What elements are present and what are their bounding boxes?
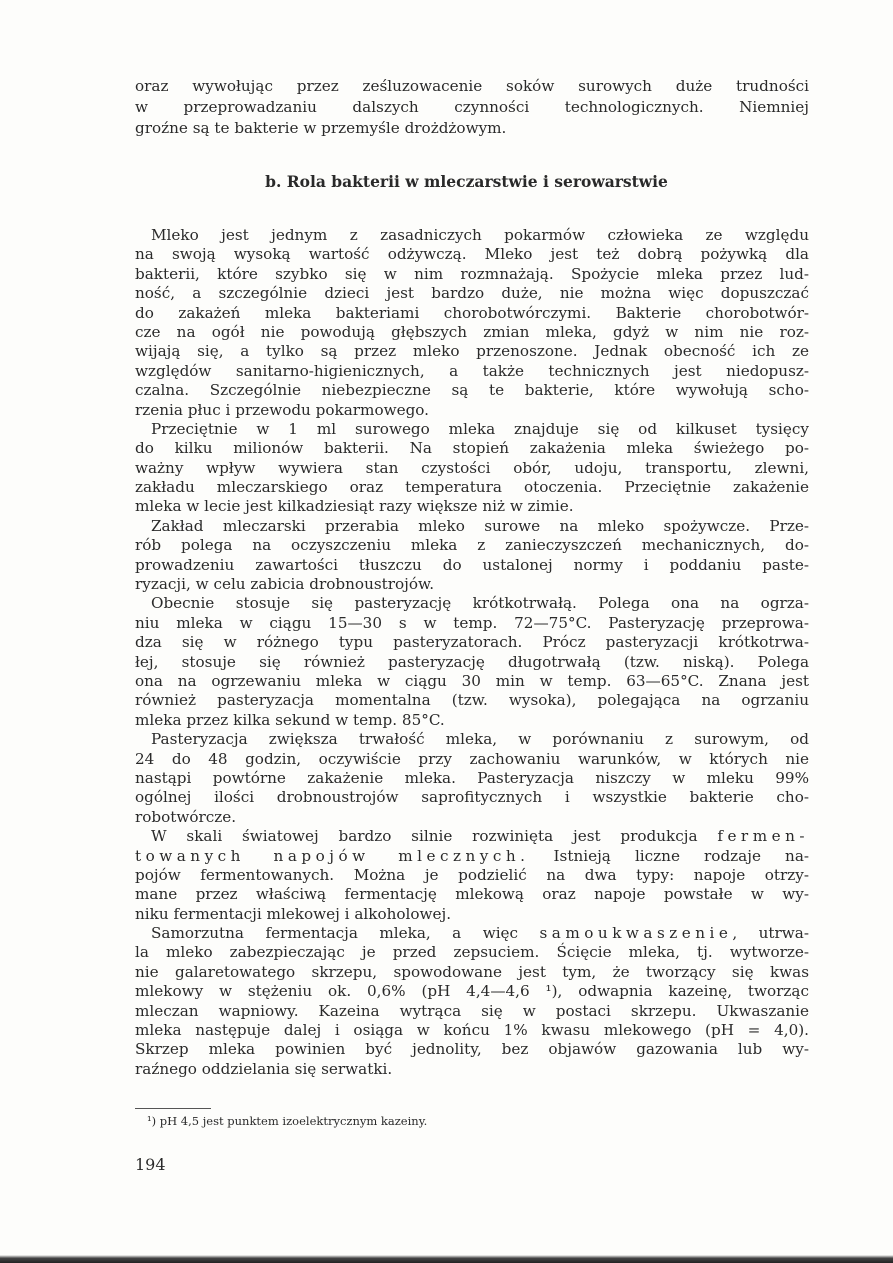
text-span: W skali światowej bardzo silnie rozwinięta jest produkcja [151, 827, 718, 846]
text-line [135, 847, 809, 866]
paragraph [135, 517, 809, 595]
text-line: prowadzeniu zawartości tłuszczu do ustalonej normy i poddaniu paste- [135, 555, 809, 574]
text-line: ogólnej ilości drobnoustrojów saprofitycznych i wszystkie bakterie cho- [135, 788, 809, 807]
text-line: cze na ogół nie powodują głębszych zmian mleka, gdyż w nim nie roz- [135, 322, 809, 341]
text-line: Obecnie stosuje się pasteryzację krótkotrwałą. Polega ona na ogrza- [151, 594, 809, 613]
text-line: wijają się, a tylko są przez mleko przenoszone. Jednak obecność ich ze [135, 342, 809, 361]
text-line: do kilku milionów bakterii. Na stopień zakażenia mleka świeżego po- [135, 439, 809, 458]
paragraph [135, 827, 809, 924]
body-text [135, 226, 809, 1079]
text-line: mleka następuje dalej i osiąga w końcu 1% kwasu mlekowego (pH = 4,0). [135, 1021, 809, 1040]
text-line: mlekowy w stężeniu ok. 0,6% (pH 4,4—4,6 ¹), odwapnia kazeinę, tworząc [135, 982, 809, 1001]
text-line: ważny wpływ wywiera stan czystości obór, udoju, transportu, zlewni, [135, 458, 809, 477]
text-span: , utrwa- [732, 924, 809, 943]
text-line: również pasteryzacja momentalna (tzw. wysoka), polegająca na ogrzaniu [135, 691, 809, 710]
text-line: zakładu mleczarskiego oraz temperatura otoczenia. Przeciętnie zakażenie [135, 478, 809, 497]
scan-edge [0, 1255, 893, 1263]
paragraph [135, 226, 809, 420]
section-heading: b. Rola bakterii w mleczarstwie i serowarstwie [265, 172, 668, 191]
text-line: mleka przez kilka sekund w temp. 85°C. [135, 710, 445, 729]
text-line: niu mleka w ciągu 15—30 s w temp. 72—75°C. Pasteryzację przeprowa- [135, 613, 809, 632]
paragraph [135, 420, 809, 517]
text-line: groźne są te bakterie w przemyśle drożdżowym. [135, 118, 507, 137]
text-line: Pasteryzacja zwiększa trwałość mleka, w porównaniu z surowym, od [151, 730, 809, 749]
text-line: Skrzep mleka powinien być jednolity, bez objawów gazowania lub wy- [135, 1040, 809, 1059]
text-line: Przeciętnie w 1 ml surowego mleka znajduje się od kilkuset tysięcy [151, 419, 809, 438]
text-line: względów sanitarno-higienicznych, a także technicznych jest niedopusz- [135, 361, 809, 380]
text-line: Mleko jest jednym z zasadniczych pokarmów człowieka ze względu [151, 226, 809, 244]
text-line: bakterii, które szybko się w nim rozmnażają. Spożycie mleka przez lud- [135, 264, 809, 283]
text-line: ona na ogrzewaniu mleka w ciągu 30 min w temp. 63—65°C. Znana jest [135, 671, 809, 690]
text-line: pojów fermentowanych. Można je podzielić na dwa typy: napoje otrzy- [135, 865, 809, 884]
text-line: robotwórcze. [135, 807, 237, 826]
paragraph [135, 924, 809, 1079]
text-line: raźnego oddzielania się serwatki. [135, 1059, 393, 1078]
text-span: Samorzutna fermentacja mleka, a więc [151, 924, 540, 943]
text-line: la mleko zabezpieczając je przed zepsuciem. Ścięcie mleka, tj. wytworze- [135, 943, 809, 962]
text-line: ryzacji, w celu zabicia drobnoustrojów. [135, 575, 435, 594]
page-number: 194 [135, 1155, 166, 1174]
text-line: dza się w różnego typu pasteryzatorach. Prócz pasteryzacji krótkotrwa- [135, 633, 809, 652]
spaced-emphasis: samoukwaszenie [539, 924, 733, 943]
text-line: nastąpi powtórne zakażenie mleka. Pasteryzacja niszczy w mleku 99% [135, 768, 809, 787]
text-line: nie galaretowatego skrzepu, spowodowane jest tym, że tworzący się kwas [135, 962, 809, 981]
text-line: czalna. Szczególnie niebezpieczne są te bakterie, które wywołują scho- [135, 381, 809, 400]
text-line: rzenia płuc i przewodu pokarmowego. [135, 400, 430, 419]
text-line: ność, a szczególnie dzieci jest bardzo duże, nie można więc dopuszczać [135, 284, 809, 303]
text-line: do zakażeń mleka bakteriami chorobotwórczymi. Bakterie chorobotwór- [135, 303, 809, 322]
text-line: na swoją wysoką wartość odżywczą. Mleko jest też dobrą pożywką dla [135, 245, 809, 264]
paragraph [135, 76, 809, 138]
continued-paragraph [135, 76, 809, 138]
text-line: oraz wywołując przez ześluzowacenie soków surowych duże trudności [135, 77, 809, 95]
text-line: 24 do 48 godzin, oczywiście przy zachowaniu warunków, w których nie [135, 749, 809, 768]
spaced-emphasis: towanych napojów mlecznych. [135, 846, 530, 865]
footnote-divider [135, 1108, 211, 1109]
text-line: mane przez właściwą fermentację mlekową oraz napoje powstałe w wy- [135, 885, 809, 904]
text-line: mleka w lecie jest kilkadziesiąt razy większe niż w zimie. [135, 497, 574, 516]
paragraph [135, 730, 809, 827]
text-line: w przeprowadzaniu dalszych czynności technologicznych. Niemniej [135, 97, 809, 116]
text-line: mleczan wapniowy. Kazeina wytrąca się w postaci skrzepu. Ukwaszanie [135, 1001, 809, 1020]
text-span: Istnieją liczne rodzaje na- [529, 846, 810, 865]
text-line: niku fermentacji mlekowej i alkoholowej. [135, 904, 452, 923]
text-line: Zakład mleczarski przerabia mleko surowe na mleko spożywcze. Prze- [151, 516, 809, 535]
spaced-emphasis: fermen- [717, 827, 809, 846]
text-line [135, 827, 809, 846]
text-line [135, 924, 809, 943]
paragraph [135, 594, 809, 730]
text-line: łej, stosuje się również pasteryzację długotrwałą (tzw. niską). Polega [135, 652, 809, 671]
footnote: ¹) pH 4,5 jest punktem izoelektrycznym kazeiny. [147, 1114, 428, 1128]
text-line: rób polega na oczyszczeniu mleka z zanieczyszczeń mechanicznych, do- [135, 536, 809, 555]
